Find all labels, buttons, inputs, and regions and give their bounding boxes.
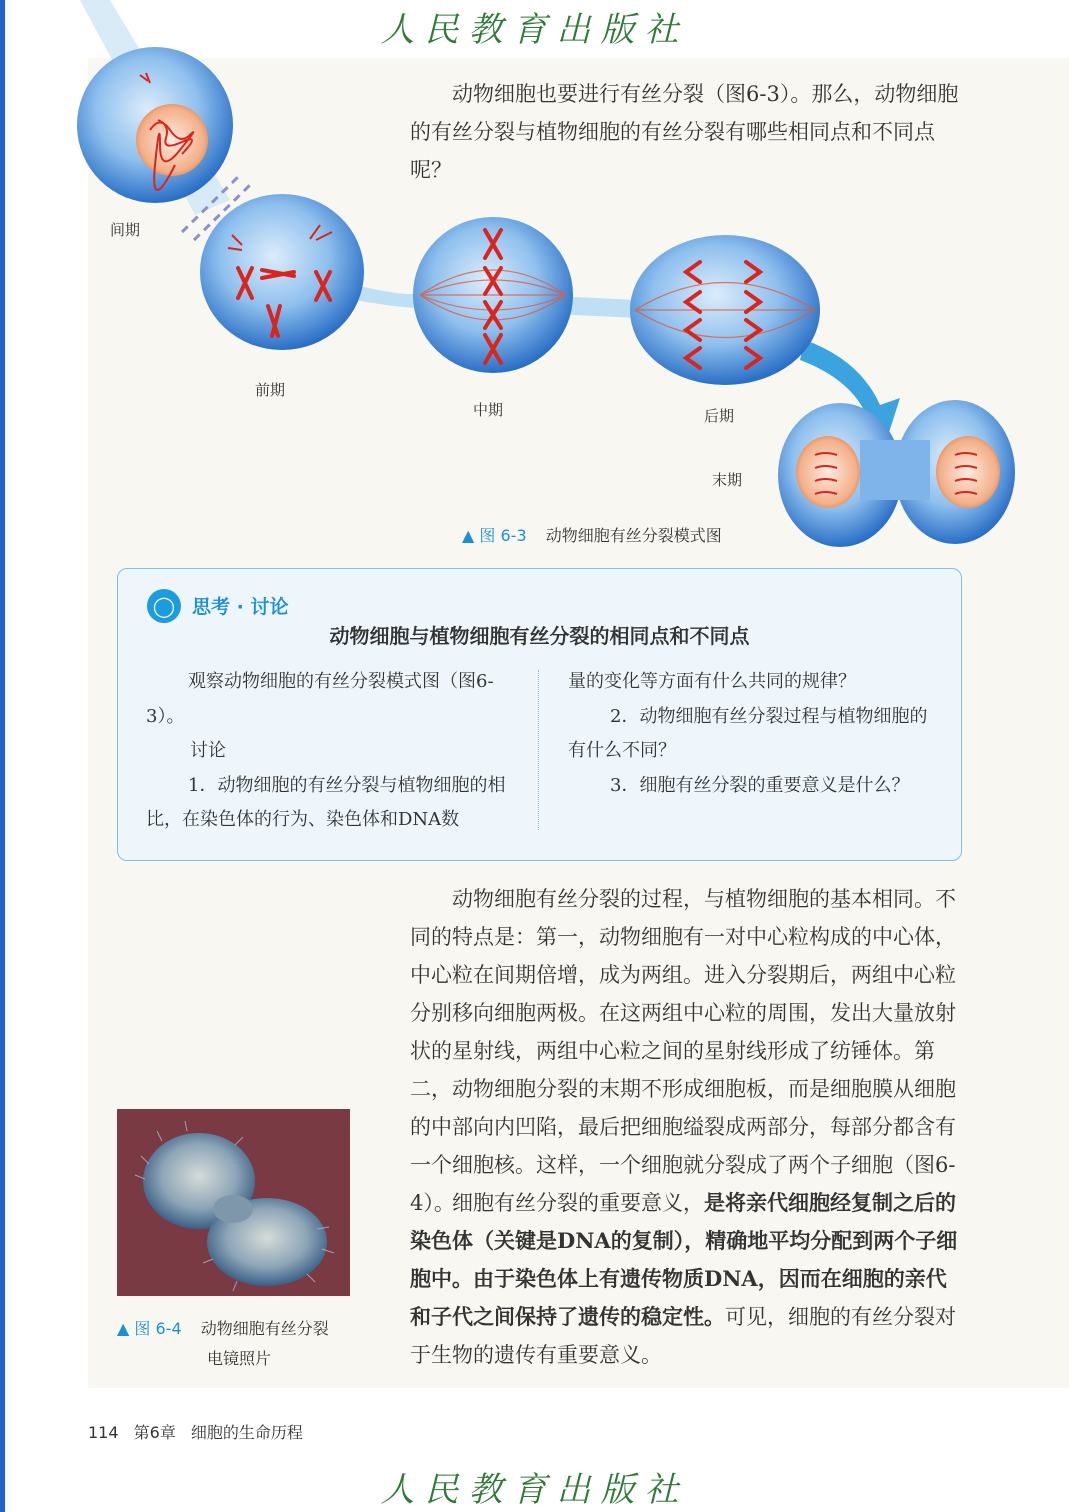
figure-6-3-caption bbox=[462, 523, 722, 546]
page-footer bbox=[88, 1420, 313, 1443]
think-right-column bbox=[568, 665, 943, 803]
page-number: 114 bbox=[88, 1423, 119, 1442]
body-paragraph-1: 动物细胞有丝分裂的过程，与植物细胞的基本相同。不同的特点是：第一，动物细胞有一对中心粒构成的中心体，中心粒在间期倍增，成为两组。进入分裂期后，两组中心粒分别移向细胞两极。在这两组中心粒的周围，发出大量放射状的星射线，两组中心粒之间的星射线形成了纺锤体。第二，动物细胞分裂的末期不形成细胞板，而是细胞膜从细胞的中部向内凹陷，最后把细胞缢裂成两部分，每部分都含有一个细胞核。这样，一个细胞就分裂成了两个子细胞（图6-4）。 bbox=[410, 887, 956, 1215]
question-1-part-a: 1．动物细胞的有丝分裂与植物细胞的相比，在染色体的行为、染色体和DNA数 bbox=[146, 774, 506, 830]
significance-lead: 细胞有丝分裂的重要意义， bbox=[452, 1191, 704, 1215]
figure-caption-line-2: 电镜照片 bbox=[207, 1349, 272, 1368]
think-discuss-title: 动物细胞与植物细胞有丝分裂的相同点和不同点 bbox=[329, 624, 750, 648]
figure-caption-line-1: 动物细胞有丝分裂 bbox=[200, 1319, 329, 1338]
column-divider bbox=[538, 670, 539, 830]
think-left-column bbox=[146, 665, 516, 838]
micrograph-svg bbox=[117, 1109, 350, 1296]
figure-number: 图 6-3 bbox=[479, 526, 527, 545]
think-discuss-tag: 思考 · 讨论 bbox=[192, 596, 289, 618]
chapter-title: 细胞的生命历程 bbox=[190, 1423, 303, 1442]
stage-label-telophase: 末期 bbox=[712, 471, 743, 489]
stage-label-anaphase: 后期 bbox=[704, 407, 735, 425]
discuss-label: 讨论 bbox=[190, 740, 226, 761]
observe-text: 观察动物细胞的有丝分裂模式图（图6-3）。 bbox=[146, 671, 494, 727]
prophase-cell bbox=[200, 194, 364, 350]
figure-6-4-caption bbox=[117, 1314, 367, 1374]
metaphase-cell bbox=[413, 217, 573, 373]
stage-label-prophase: 前期 bbox=[255, 381, 286, 399]
question-1-part-b: 量的变化等方面有什么共同的规律？ bbox=[568, 671, 856, 692]
stage-label-interphase: 间期 bbox=[110, 221, 141, 239]
figure-number: 图 6-4 bbox=[134, 1319, 182, 1338]
electron-micrograph bbox=[117, 1109, 350, 1296]
significance-tail: 可见，细胞的有丝分裂对于生物的遗传有重要意义。 bbox=[410, 1305, 956, 1367]
caption-marker: ▲ bbox=[462, 526, 475, 545]
lightbulb-icon: ◯ bbox=[147, 589, 181, 623]
telophase-cell bbox=[778, 400, 1015, 547]
publisher-header: 人民教育出版社 bbox=[380, 10, 689, 50]
stage-label-metaphase: 中期 bbox=[473, 401, 504, 419]
intro-paragraph: 动物细胞也要进行有丝分裂（图6-3）。那么，动物细胞的有丝分裂与植物细胞的有丝分裂有哪些相同点和不同点呢？ bbox=[410, 82, 959, 182]
caption-marker: ▲ bbox=[117, 1319, 130, 1338]
interphase-cell bbox=[77, 47, 233, 203]
publisher-footer: 人民教育出版社 bbox=[380, 1470, 689, 1510]
question-3: 3．细胞有丝分裂的重要意义是什么？ bbox=[610, 774, 910, 796]
body-paragraph-2 bbox=[410, 1184, 962, 1374]
significance-bold: 是将亲代细胞经复制之后的染色体（关键是DNA的复制），精确地平均分配到两个子细胞中。由于染色体上有遗传物质DNA，因而在细胞的亲代和子代之间保持了遗传的稳定性。 bbox=[410, 1190, 958, 1329]
question-2: 2．动物细胞有丝分裂过程与植物细胞的有什么不同？ bbox=[568, 705, 928, 761]
figure-caption-text: 动物细胞有丝分裂模式图 bbox=[545, 526, 722, 545]
chapter-number: 第6章 bbox=[133, 1423, 176, 1442]
anaphase-cell bbox=[630, 235, 820, 385]
